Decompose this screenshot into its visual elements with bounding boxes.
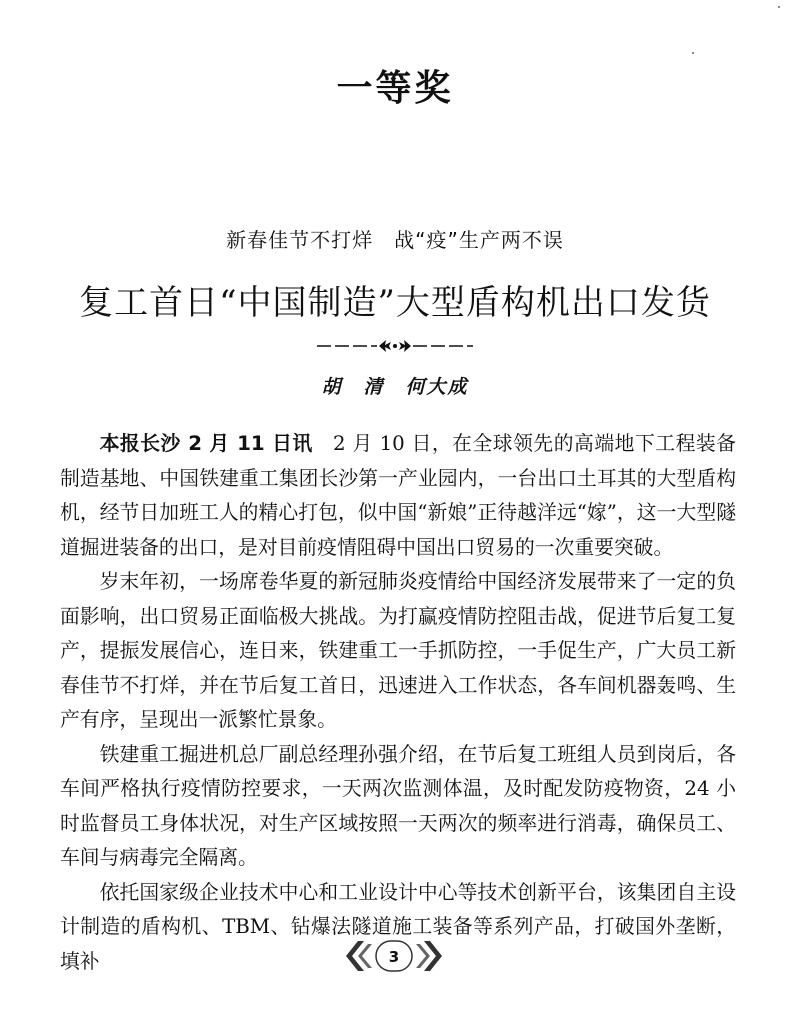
page-number: 3 <box>388 948 400 966</box>
body-paragraph: 依托国家级企业技术中心和工业设计中心等技术创新平台，该集团自主设计制造的盾构机、TBM、钻爆法隧道施工装备等系列产品，打破国外垄断，填补 <box>60 880 736 973</box>
article-body <box>60 427 736 979</box>
body-paragraph <box>60 427 736 565</box>
award-title: 一等奖 <box>336 68 454 109</box>
scan-speck <box>778 6 780 8</box>
article-authors: 胡 清 何大成 <box>321 376 469 398</box>
paragraph-text: 2 月 10 日，在全球领先的高端地下工程装备制造基地、中国铁建重工集团长沙第一产业园内，一台出口土耳其的大型盾构机，经节日加班工人的精心打包，似中国“新娘”正待越洋远“嫁”，这一大型隧道掘进装备的出口，是对目前疫情阻碍中国出口贸易的一次重要突破。 <box>60 432 737 559</box>
dateline: 本报长沙 2 月 11 日讯 <box>99 432 313 455</box>
body-paragraph: 岁末年初，一场席卷华夏的新冠肺炎疫情给中国经济发展带来了一定的负面影响，出口贸易正面临极大挑战。为打赢疫情防控阻击战，促进节后复工复产，提振发展信心，连日来，铁建重工一手抓防控，一手促生产，广大员工新春佳节不打烊，并在节后复工首日，迅速进入工作状态，各车间机器轰鸣、生产有序，呈现出一派繁忙景象。 <box>60 570 736 731</box>
article-headline: 复工首日“中国制造”大型盾构机出口发货 <box>79 283 711 323</box>
scan-speck <box>692 52 694 54</box>
article-subtitle: 新春佳节不打烊 战“疫”生产两不误 <box>226 228 564 252</box>
body-paragraph: 铁建重工掘进机总厂副总经理孙强介绍，在节后复工班组人员到岗后，各车间严格执行疫情防控要求，一天两次监测体温，及时配发防疫物资，24 小时监督员工身体状况，对生产区域按照一天两次的频率进行消毒，确保员工、车间与病毒完全隔离。 <box>60 742 736 869</box>
ornament-divider-icon <box>315 337 475 355</box>
page-number-badge <box>344 935 444 981</box>
